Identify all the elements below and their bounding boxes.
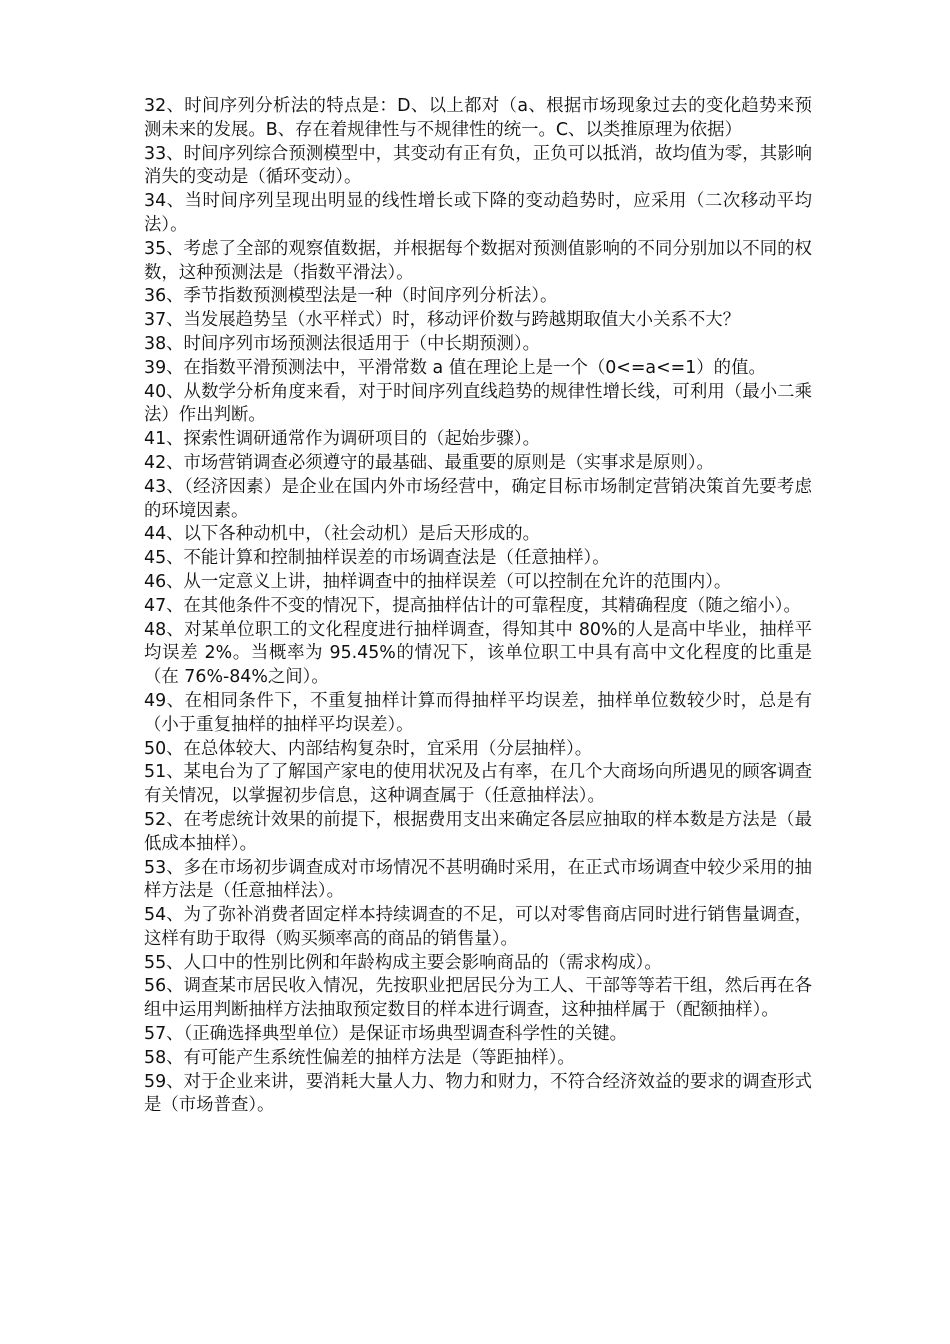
question-50: 50、在总体较大、内部结构复杂时，宜采用（分层抽样）。 [144, 738, 593, 759]
question-59: 59、对于企业来讲，要消耗大量人力、物力和财力，不符合经济效益的要求的调查形式是（市场普查）。 [144, 1071, 812, 1116]
question-32: 32、时间序列分析法的特点是：D、以上都对（a、根据市场现象过去的变化趋势来预测未来的发展。B、存在着规律性与不规律性的统一。C、以类推原理为依据） [144, 96, 812, 140]
question-54: 54、为了弥补消费者固定样本持续调查的不足，可以对零售商店同时进行销售量调查，这样有助于取得（购买频率高的商品的销售量）。 [144, 905, 812, 949]
question-46: 46、从一定意义上讲，抽样调查中的抽样误差（可以控制在允许的范围内）。 [144, 571, 732, 592]
question-36: 36、季节指数预测模型法是一种（时间序列分析法）。 [144, 286, 558, 307]
document-page [144, 95, 812, 1118]
question-37: 37、当发展趋势呈（水平样式）时，移动评价数与跨越期取值大小关系不大？ [144, 310, 741, 331]
question-43: 43、（经济因素）是企业在国内外市场经营中，确定目标市场制定营销决策首先要考虑的环境因素。 [144, 476, 812, 521]
question-49: 49、在相同条件下，不重复抽样计算而得抽样平均误差，抽样单位数较少时，总是有（小于重复抽样的抽样平均误差）。 [144, 690, 812, 735]
question-39: 39、在指数平滑预测法中，平滑常数 a 值在理论上是一个（0<=a<=1）的值。 [144, 357, 766, 378]
question-33: 33、时间序列综合预测模型中，其变动有正有负，正负可以抵消，故均值为零，其影响消失的变动是（循环变动）。 [144, 143, 812, 188]
question-42: 42、市场营销调查必须遵守的最基础、最重要的原则是（实事求是原则）。 [144, 452, 714, 473]
question-40: 40、从数学分析角度来看，对于时间序列直线趋势的规律性增长线，可利用（最小二乘法）作出判断。 [144, 381, 812, 426]
question-47: 47、在其他条件不变的情况下，提高抽样估计的可靠程度，其精确程度（随之缩小）。 [144, 595, 801, 616]
question-48: 48、对某单位职工的文化程度进行抽样调查，得知其中 80%的人是高中毕业，抽样平均误差 2%。当概率为 95.45%的情况下，该单位职工中具有高中文化程度的比重是（在 76%-84%之间）。 [144, 619, 812, 688]
question-38: 38、时间序列市场预测法很适用于（中长期预测）。 [144, 333, 541, 354]
question-34: 34、当时间序列呈现出明显的线性增长或下降的变动趋势时，应采用（二次移动平均法）。 [144, 191, 812, 235]
question-53: 53、多在市场初步调查成对市场情况不甚明确时采用，在正式市场调查中较少采用的抽样方法是（任意抽样法）。 [144, 857, 812, 902]
question-52: 52、在考虑统计效果的前提下，根据费用支出来确定各层应抽取的样本数是方法是（最低成本抽样）。 [144, 809, 812, 854]
question-55: 55、人口中的性别比例和年龄构成主要会影响商品的（需求构成）。 [144, 952, 662, 973]
question-45: 45、不能计算和控制抽样误差的市场调查法是（任意抽样）。 [144, 548, 610, 569]
question-51: 51、某电台为了了解国产家电的使用状况及占有率，在几个大商场向所遇见的顾客调查有关情况，以掌握初步信息，这种调查属于（任意抽样法）。 [144, 762, 812, 807]
question-58: 58、有可能产生系统性偏差的抽样方法是（等距抽样）。 [144, 1047, 575, 1068]
question-44: 44、以下各种动机中，（社会动机）是后天形成的。 [144, 524, 541, 545]
question-56: 56、调查某市居民收入情况，先按职业把居民分为工人、干部等等若干组，然后再在各组中运用判断抽样方法抽取预定数目的样本进行调查，这种抽样属于（配额抽样）。 [144, 976, 812, 1021]
question-57: 57、（正确选择典型单位）是保证市场典型调查科学性的关键。 [144, 1024, 627, 1045]
question-35: 35、考虑了全部的观察值数据，并根据每个数据对预测值影响的不同分别加以不同的权数，这种预测法是（指数平滑法）。 [144, 238, 812, 283]
question-41: 41、探索性调研通常作为调研项目的（起始步骤）。 [144, 429, 541, 450]
